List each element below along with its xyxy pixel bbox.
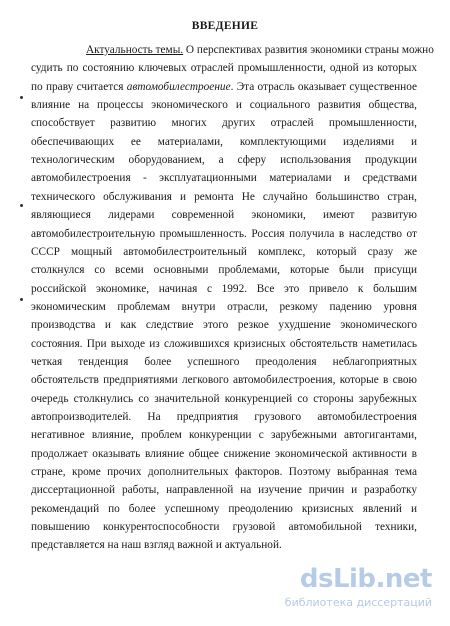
margin-mark	[20, 96, 23, 99]
text-line: технологическим оборудованием, а сферу использования продукции	[31, 154, 417, 166]
text-line: автопроизводителей. На предприятия грузового автомобилестроения	[31, 411, 417, 423]
text-line: судить по состоянию ключевых отраслей промышленности, одной из которых	[31, 62, 417, 74]
watermark-tagline: библиотека диссертаций	[284, 596, 432, 609]
text-line: по праву считается автомобилестроение. Эта отрасль оказывает существенное	[31, 81, 418, 93]
text-line: столкнулся со всеми основными проблемами, которые были присущи	[31, 264, 417, 276]
text-line: представляется на наш взгляд важной и актуальной.	[31, 539, 282, 551]
text-line: технического обслуживания и ремонта Не случайно большинство стран,	[31, 191, 417, 203]
text-line: экономическим проблемам внутри отрасли, резкому падению уровня	[31, 301, 417, 313]
text-line: обеспечивающих ее материалами, комплектующими изделиями и	[31, 136, 417, 148]
text-line: четкая тенденция более успешного преодоления неблагоприятных	[31, 356, 417, 368]
text-line: повышению конкурентоспособности грузовой автомобильной техники,	[31, 521, 417, 533]
watermark-logo	[257, 564, 432, 612]
text-line: негативное влияние, проблем конкуренции с зарубежными автогигантами,	[31, 429, 417, 441]
text-line: автомобилестроительную промышленность. Россия получила в наследство от	[31, 228, 417, 240]
page-title: ВВЕДЕНИЕ	[191, 20, 259, 32]
text-line: СССР мощный автомобилестроительный комплекс, который сразу же	[31, 246, 417, 258]
text-line: рекомендаций по более успешному преодолению кризисных явлений и	[31, 503, 417, 515]
text-line: автомобилестроения - эксплуатационными материалами и средствами	[31, 172, 417, 184]
text-line: российской экономике, начиная с 1992. Все это привело к большим	[31, 283, 417, 295]
text-line: стране, кроме прочих дополнительных факторов. Поэтому выбранная тема	[31, 466, 417, 478]
text-line: способствует развитию многих других отраслей промышленности,	[31, 117, 417, 129]
text-line: диссертационной работы, направленной на изучение причин и разработку	[31, 484, 417, 496]
text-line: являющиеся лидерами современной экономики, имеют развитую	[31, 209, 417, 221]
text-line: влияние на процессы экономического и социального развития общества,	[31, 99, 417, 111]
text-line: обстоятельств предприятиями легкового автомобилестроения, которые в свою	[31, 374, 417, 386]
margin-mark	[20, 298, 23, 301]
text-line: производства и как следствие этого резкое ухудшение экономического	[31, 319, 417, 331]
text-line: продолжает оказывать влияние общее снижение экономической активности в	[31, 448, 417, 460]
text-line: Актуальность темы. О перспективах развития экономики страны можно	[86, 44, 434, 56]
text-line: состояния. При выходе из сложившихся кризисных обстоятельств наметилась	[31, 338, 417, 350]
text-line: очередь столкнулись со значительной конкуренцией со стороны зарубежных	[31, 393, 417, 405]
watermark-brand: dsLib.net	[299, 564, 432, 594]
margin-mark	[20, 204, 23, 207]
